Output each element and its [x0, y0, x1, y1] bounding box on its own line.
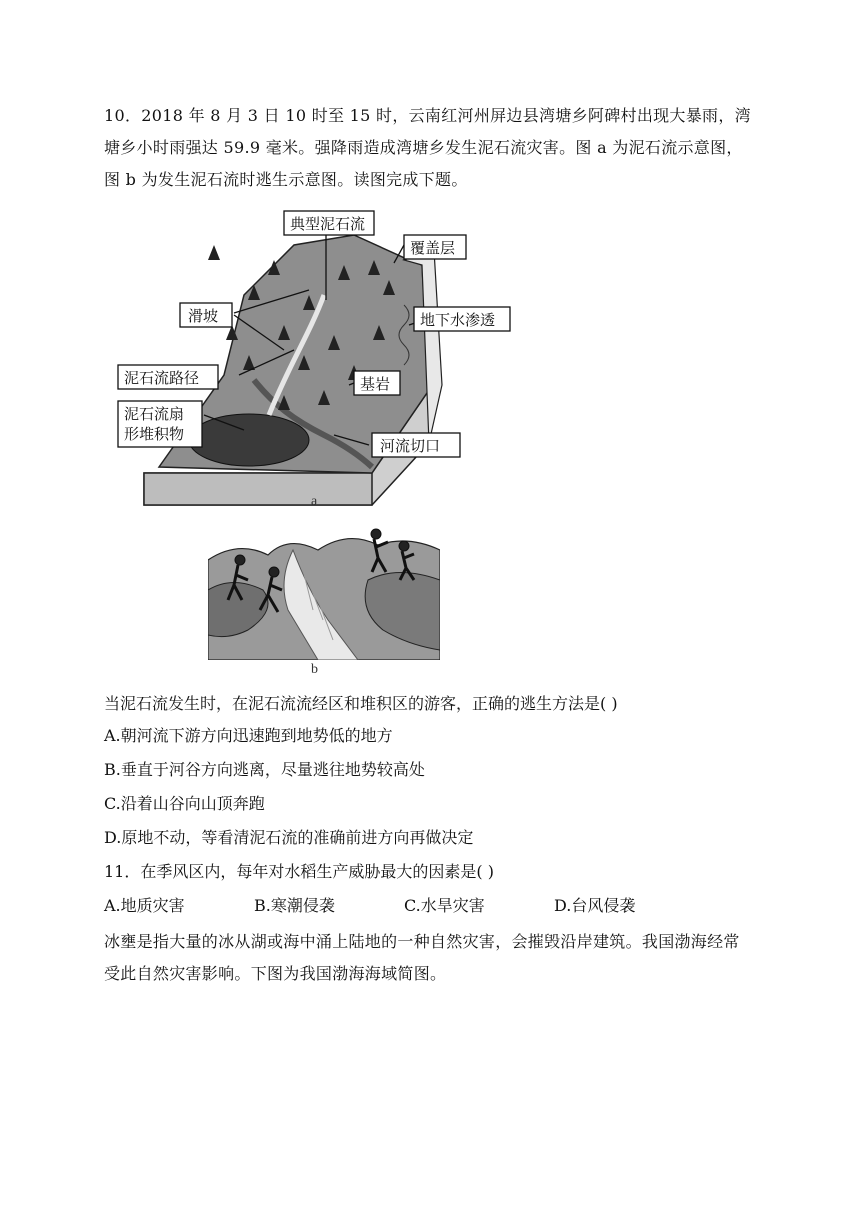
label-landslide: 滑坡 [188, 307, 219, 325]
label-river-cut: 河流切口 [380, 437, 441, 455]
label-cover-layer: 覆盖层 [410, 239, 456, 257]
label-fan-deposit-line1: 泥石流扇 [124, 405, 185, 423]
question-11-options [104, 894, 754, 918]
figure-a-caption: a [311, 494, 318, 509]
label-bedrock: 基岩 [360, 375, 391, 393]
ice-piling-passage: 冰壅是指大量的冰从湖或海中涌上陆地的一种自然灾害，会摧毁沿岸建筑。我国渤海经常受此自然灾害影响。下图为我国渤海海域简图。 [104, 932, 740, 983]
figure-b-escape-illustration [208, 520, 440, 680]
label-debris-path: 泥石流路径 [124, 369, 200, 387]
question-10-stem: 当泥石流发生时，在泥石流流经区和堆积区的游客，正确的逃生方法是( ) [104, 694, 618, 713]
question-10-option-a[interactable]: A.朝河流下游方向迅速跑到地势低的地方 [104, 726, 393, 745]
question-11-option-d[interactable]: D.台风侵袭 [554, 896, 636, 915]
question-10-option-c[interactable]: C.沿着山谷向山顶奔跑 [104, 794, 265, 813]
question-11-option-a[interactable]: A.地质灾害 [104, 896, 185, 915]
question-10-option-b[interactable]: B.垂直于河谷方向逃离，尽量逃往地势较高处 [104, 760, 425, 779]
label-groundwater: 地下水渗透 [420, 311, 496, 329]
figure-a-debris-flow-diagram [104, 205, 524, 515]
question-10-option-d[interactable]: D.原地不动，等看清泥石流的准确前进方向再做决定 [104, 828, 474, 847]
question-11-option-b[interactable]: B.寒潮侵袭 [254, 896, 335, 915]
figure-b-caption: b [311, 662, 318, 677]
question-10-intro: 10．2018 年 8 月 3 日 10 时至 15 时，云南红河州屏边县湾塘乡阿碑村出现大暴雨，湾塘乡小时雨强达 59.9 毫米。强降雨造成湾塘乡发生泥石流灾害。图 a 为泥石流示意图，图 b 为发生泥石流时逃生示意图。读图完成下题。 [104, 106, 751, 189]
label-typical-debris-flow: 典型泥石流 [290, 215, 366, 233]
label-fan-deposit-line2: 形堆积物 [124, 425, 185, 443]
question-11-stem: 11．在季风区内，每年对水稻生产威胁最大的因素是( ) [104, 862, 494, 881]
question-11-option-c[interactable]: C.水旱灾害 [404, 896, 485, 915]
